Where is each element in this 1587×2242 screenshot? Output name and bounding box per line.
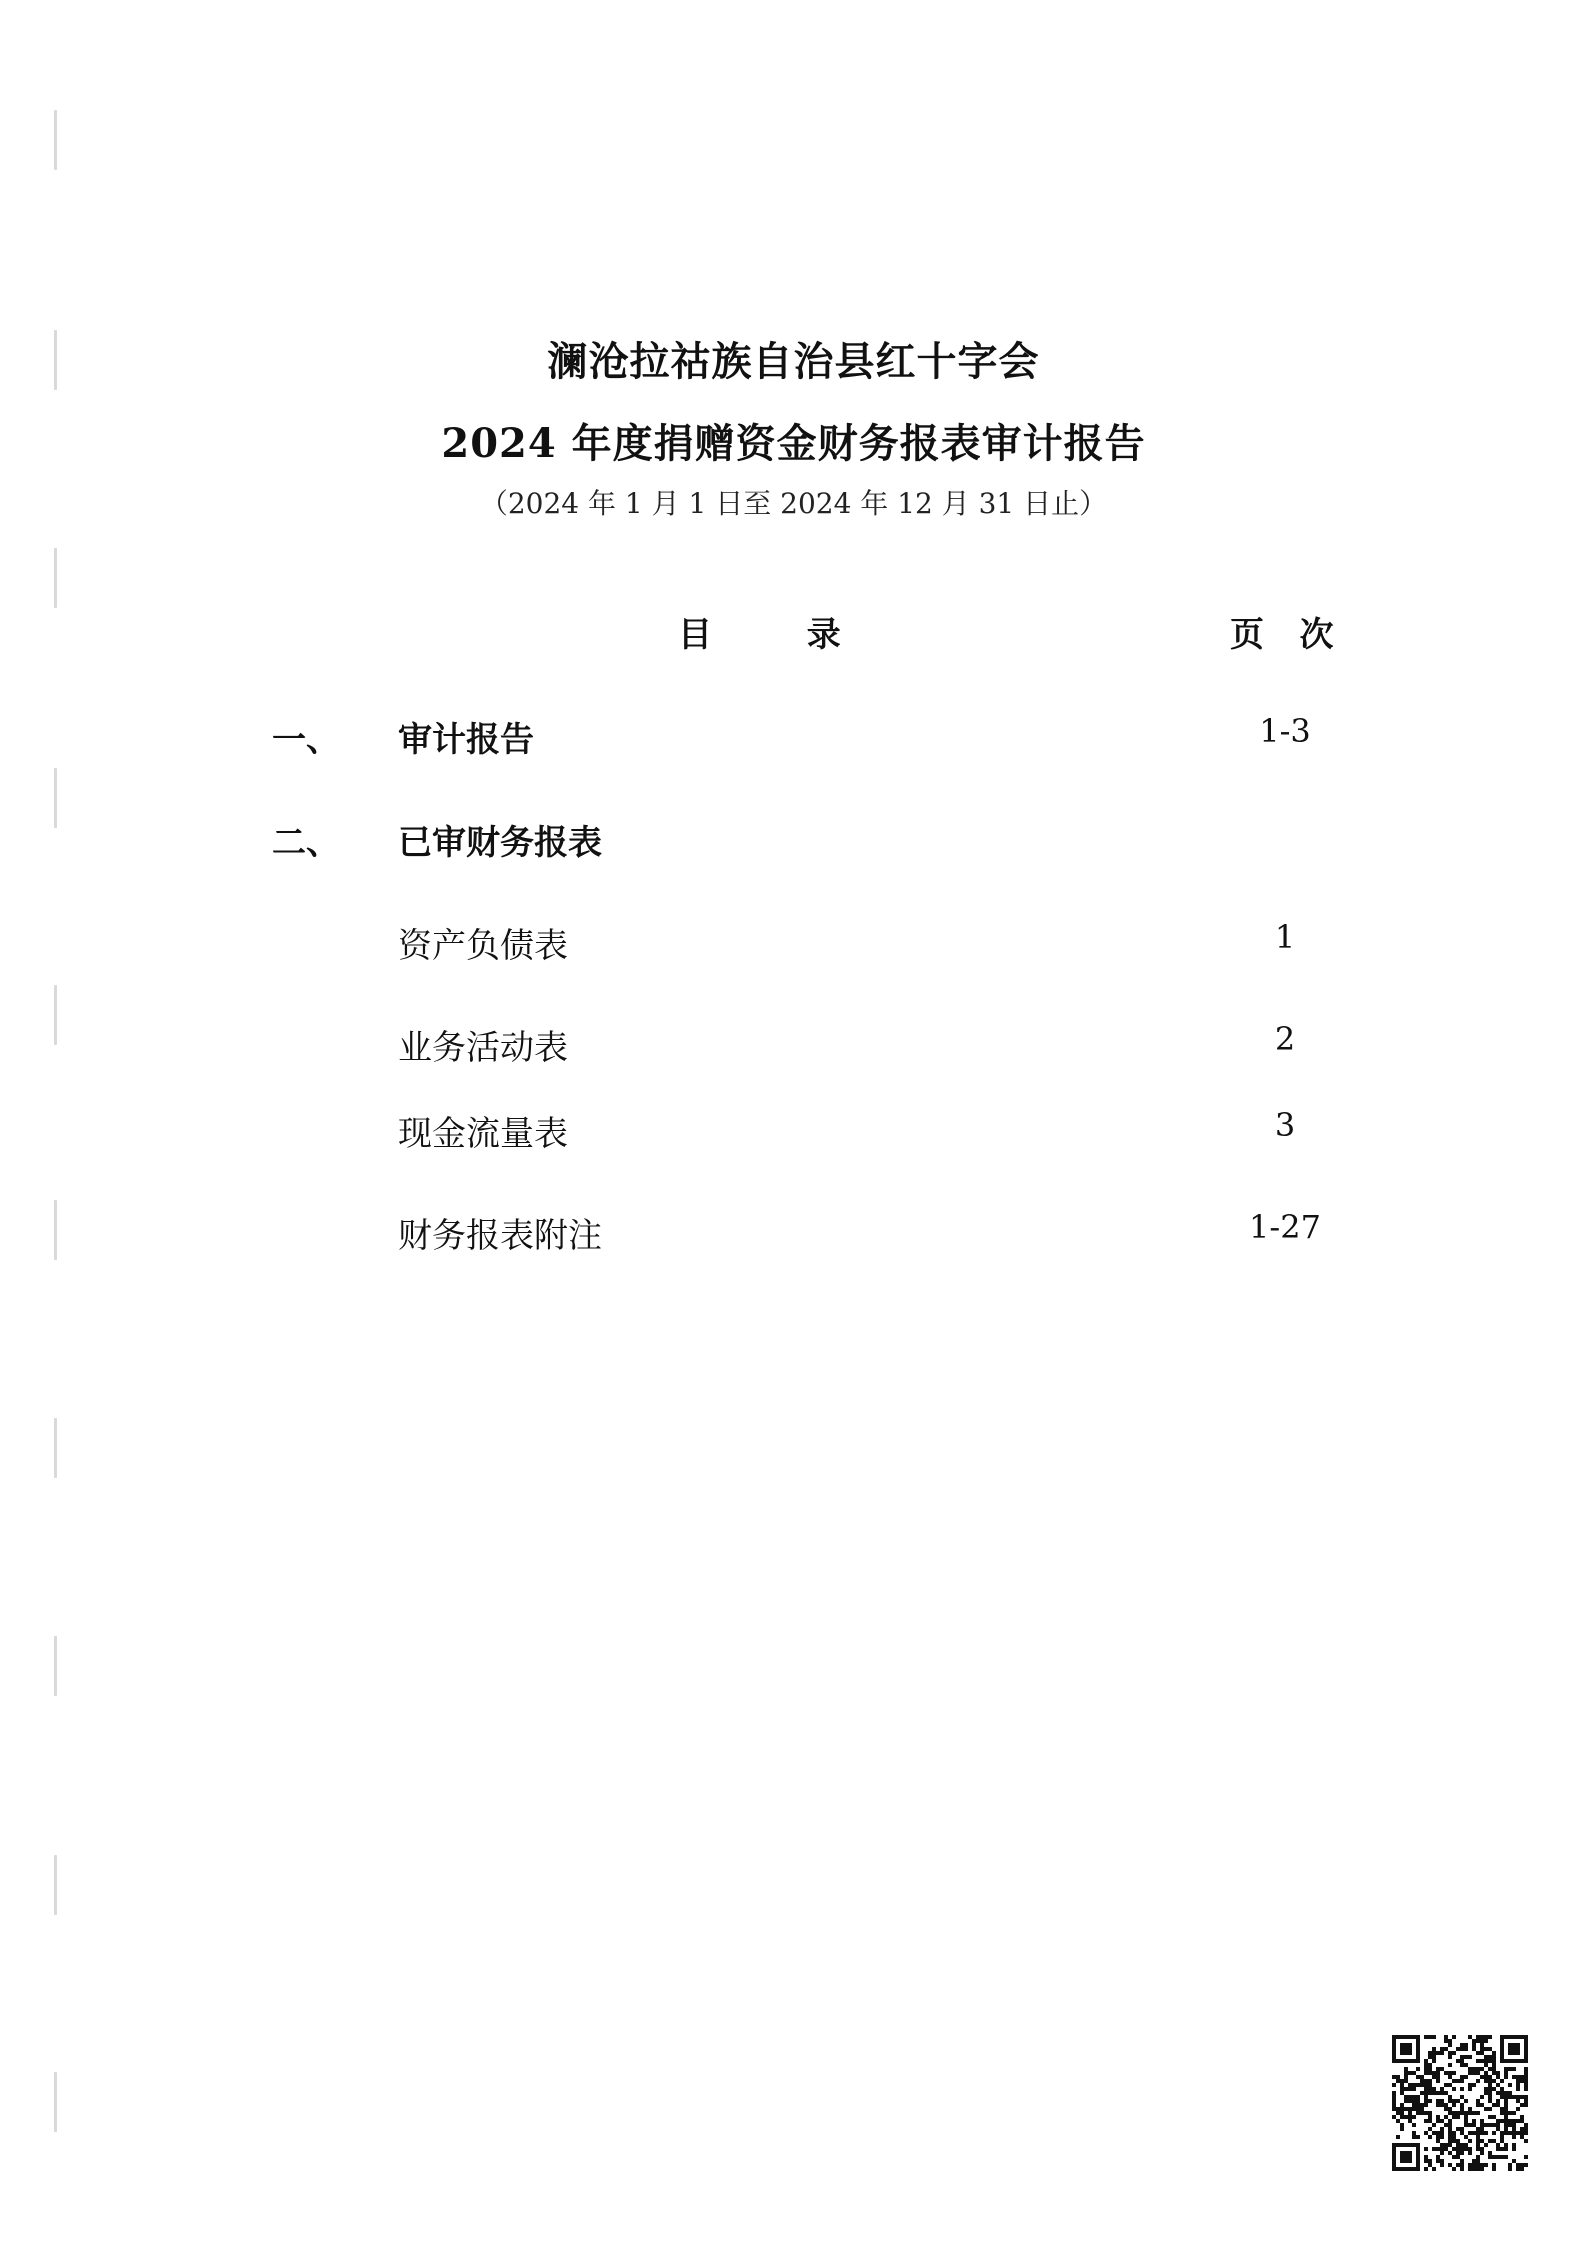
toc-entry-number: 二、 — [272, 823, 340, 863]
report-title-organization: 澜沧拉祜族自治县红十字会 — [547, 338, 1040, 385]
scan-mark — [54, 1418, 57, 1478]
toc-entry-page: 3 — [1274, 1106, 1296, 1144]
scan-mark — [54, 110, 57, 170]
toc-header-pages: 页 次 — [1230, 615, 1334, 655]
toc-entry-audit-report[interactable] — [0, 712, 1587, 762]
toc-entry-label: 资产负债表 — [398, 926, 568, 966]
toc-header-contents: 目 录 — [678, 615, 841, 655]
toc-entry-label: 已审财务报表 — [398, 823, 602, 863]
toc-entry-page: 2 — [1274, 1020, 1296, 1058]
toc-entry-page: 1 — [1274, 918, 1296, 956]
toc-entry-balance-sheet[interactable] — [0, 918, 1587, 968]
scan-mark — [54, 1636, 57, 1696]
scan-mark — [54, 2072, 57, 2132]
toc-entry-cash-flow-statement[interactable] — [0, 1106, 1587, 1156]
qr-code-icon[interactable] — [1392, 2035, 1528, 2171]
scan-mark — [54, 1855, 57, 1915]
toc-entry-label: 现金流量表 — [398, 1114, 568, 1154]
toc-entry-notes[interactable] — [0, 1208, 1587, 1258]
toc-entry-label: 审计报告 — [398, 720, 534, 760]
toc-entry-label: 财务报表附注 — [398, 1216, 602, 1256]
toc-entry-page: 1-27 — [1249, 1208, 1321, 1246]
toc-entry-page: 1-3 — [1259, 712, 1311, 750]
report-period: （2024 年 1 月 1 日至 2024 年 12 月 31 日止） — [479, 487, 1108, 520]
scan-mark — [54, 548, 57, 608]
toc-entry-label: 业务活动表 — [398, 1028, 568, 1068]
toc-entry-number: 一、 — [272, 720, 340, 760]
toc-entry-audited-statements[interactable] — [0, 815, 1587, 865]
report-title: 2024 年度捐赠资金财务报表审计报告 — [441, 420, 1146, 467]
toc-entry-activity-statement[interactable] — [0, 1020, 1587, 1070]
